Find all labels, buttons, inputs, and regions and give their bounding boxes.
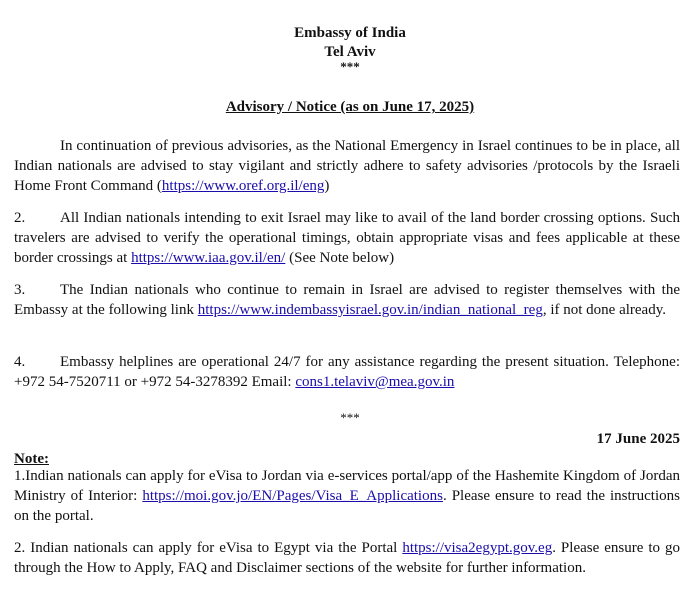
iaa-link[interactable]: https://www.iaa.gov.il/en/	[131, 250, 286, 266]
paragraph-3-text-after: , if not done already.	[542, 302, 666, 318]
paragraph-1-text-after: )	[324, 178, 330, 194]
paragraph-3	[14, 280, 680, 320]
paragraph-4-number: 4.	[14, 354, 26, 370]
paragraph-2-text-after: (See Note below)	[285, 250, 395, 266]
jordan-visa-link[interactable]: https://moi.gov.jo/EN/Pages/Visa_E_Applications	[142, 488, 443, 504]
advisory-title-text: Advisory / Notice (as on June 17, 2025)	[225, 99, 475, 115]
paragraph-3-number: 3.	[14, 282, 26, 298]
paragraph-2	[14, 208, 680, 268]
paragraph-1	[14, 136, 680, 196]
registration-link[interactable]: https://www.indembassyisrael.gov.in/indian_national_reg	[197, 302, 543, 318]
paragraph-3-text: The Indian nationals who continue to remain in Israel are advised to register themselves with the Embassy at the following link	[14, 282, 680, 318]
note-1	[14, 466, 680, 526]
notice-date: 17 June 2025	[596, 431, 680, 447]
header-stars: ***	[340, 59, 360, 74]
egypt-visa-link[interactable]: https://visa2egypt.gov.eg	[402, 540, 553, 556]
separator-stars: ***	[340, 410, 360, 425]
paragraph-2-number: 2.	[14, 210, 26, 226]
email-link[interactable]: cons1.telaviv@mea.gov.in	[295, 374, 455, 390]
paragraph-4-text: Embassy helplines are operational 24/7 for any assistance regarding the present situation. Telephone: +972 54-7520711 or +972 54-3278392 Email:	[14, 354, 680, 390]
embassy-city: Tel Aviv	[324, 44, 376, 60]
oref-link[interactable]: https://www.oref.org.il/eng	[161, 178, 325, 194]
note-2	[14, 538, 680, 578]
note-heading-text: Note	[14, 451, 44, 467]
note-heading-colon: :	[44, 451, 49, 467]
paragraph-2-text: All Indian nationals intending to exit Israel may like to avail of the land border crossing options. Such travelers are advised to verify the operational timings, obtain appropriate visas and fees applicable at these border crossings at	[14, 210, 680, 266]
paragraph-1-text: In continuation of previous advisories, as the National Emergency in Israel continues to be in place, all Indian nationals are advised to stay vigilant and strictly adhere to safety advisories /protocols by the Israeli Home Front Command (	[14, 138, 680, 194]
note-1-text: 1.Indian nationals can apply for eVisa to Jordan via e-services portal/app of the Hashemite Kingdom of Jordan Ministry of Interior:	[14, 468, 680, 504]
paragraph-4	[14, 352, 680, 392]
note-1-text-after: . Please ensure to read the instructions on the portal.	[14, 488, 680, 524]
embassy-name: Embassy of India	[294, 25, 406, 41]
note-2-text: 2. Indian nationals can apply for eVisa to Egypt via the Portal	[14, 540, 403, 556]
advisory-title	[0, 98, 700, 116]
note-2-text-after: . Please ensure to go through the How to Apply, FAQ and Disclaimer sections of the website for further information.	[14, 540, 681, 576]
